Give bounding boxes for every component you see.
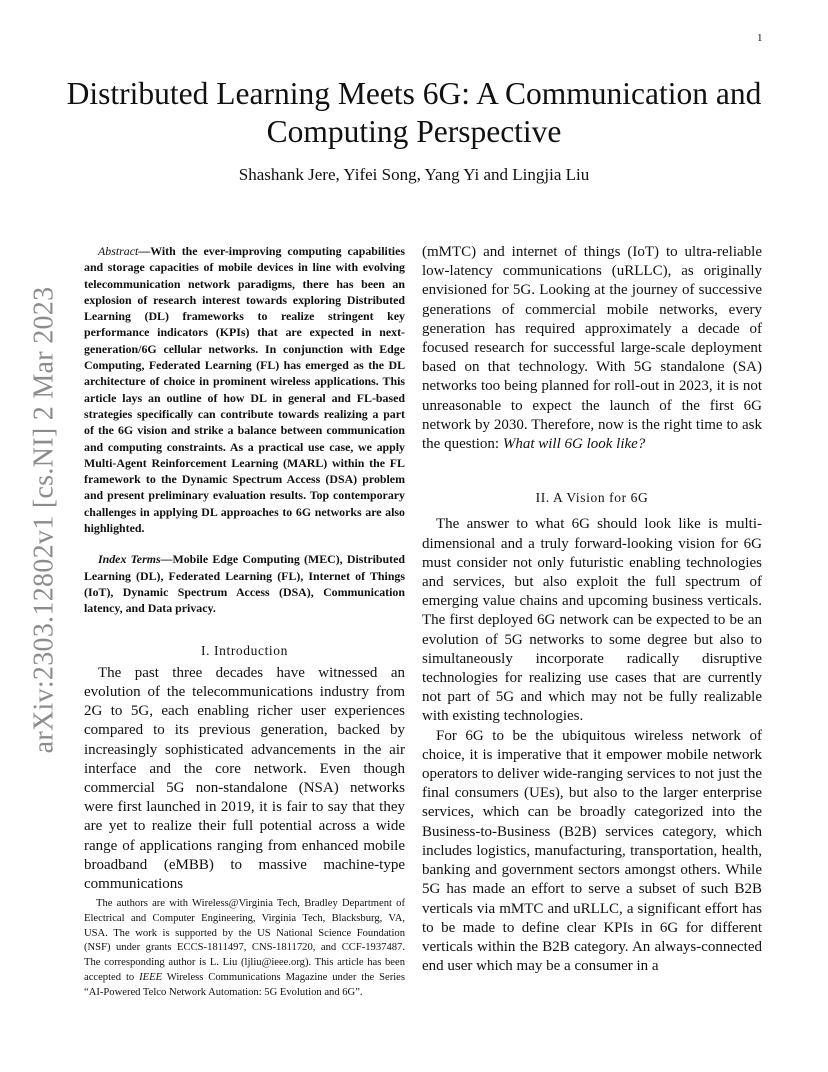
paper-title: Distributed Learning Meets 6G: A Communication and Computing Perspective (66, 76, 762, 149)
index-terms-text: —Mobile Edge Computing (MEC), Distributed Learning (DL), Federated Learning (FL), Internet of Things (IoT), Dynamic Spectrum Access (DSA), Communication latency, and Data privacy. (84, 552, 405, 616)
arxiv-stamp-text: arXiv:2303.12802v1 [cs.NI] 2 Mar 2023 (28, 286, 60, 754)
footnote-text-before: The authors are with Wireless@Virginia Tech, Bradley Department of Electrical and Computer Engineering, Virginia Tech, Blacksburg, VA, USA. The work is supported by the US National Science Foundation (NSF) under grants ECCS-1811497, CNS-1811720, and CCF-1937487. The corresponding author is L. Liu (ljliu@ieee.org). This article has been accepted to (84, 898, 405, 983)
introduction-paragraph: The past three decades have witnessed an evolution of the telecommunications industry from 2G to 5G, each enabling richer user experiences compared to its previous generation, backed by increasingly sophisticated advancements in the air interface and the core network. Even though commercial 5G non-standalone (NSA) networks were first launched in 2019, it is fair to say that they are yet to realize their full potential across a wide range of applications ranging from enhanced mobile broadband (eMBB) to massive machine-type communications (84, 664, 405, 892)
section-heading-introduction: I. Introduction (201, 642, 288, 658)
footnote-text-after: Wireless Communications Magazine under the Series “AI-Powered Telco Network Automation: 5G Evolution and 6G”. (84, 971, 405, 998)
right-column (422, 243, 762, 976)
index-terms-label: Index Terms (98, 552, 161, 567)
abstract (84, 243, 405, 536)
vision-paragraph-2: For 6G to be the ubiquitous wireless network of choice, it is imperative that it empower mobile network operators to deliver wide-ranging services to not just the final consumers (UEs), but also to the larger enterprise services, which can be broadly categorized into the Business-to-Business (B2B) services category, which includes logistics, manufacturing, transportation, health, banking and government sectors amongst others. While 5G has made an effort to serve a subset of such B2B verticals via mMTC and uRLLC, a significant effort has to be made to define clear KPIs in 6G for different verticals within the B2B category. An always-connected end user which may be a consumer in a (422, 727, 762, 975)
footnote-journal: IEEE (139, 971, 163, 983)
arxiv-stamp (14, 286, 74, 754)
introduction-continuation (422, 243, 762, 454)
section-heading-vision: II. A Vision for 6G (535, 490, 649, 506)
author-list: Shashank Jere, Yifei Song, Yang Yi and Lingjia Liu (238, 165, 590, 184)
left-column (84, 243, 405, 894)
continuation-text: (mMTC) and internet of things (IoT) to ultra-reliable low-latency communications (uRLLC), as originally envisioned for 5G. Looking at the journey of successive generations of commercial mobile networks, every generation has required approximately a decade of focused research for successful large-scale deployment based on that technology. With 5G standalone (SA) networks too being planned for roll-out in 2023, it is not unreasonable to expect the launch of the first 6G network by 2030. Therefore, now is the right time to ask the question: (422, 244, 762, 453)
abstract-text: —With the ever-improving computing capabilities and storage capacities of mobile devices in line with evolving telecommunication network paradigms, there has been an explosion of research interest towards exploring Distributed Learning (DL) frameworks to realize stringent key performance indicators (KPIs) that are expected in next-generation/6G cellular networks. In conjunction with Edge Computing, Federated Learning (FL) has emerged as the DL architecture of choice in prominent wireless applications. This article lays an outline of how DL in general and FL-based strategies specifically can contribute towards realizing a part of the 6G vision and strike a balance between communication and computing constraints. As a practical use case, we apply Multi-Agent Reinforcement Learning (MARL) within the FL framework to the Dynamic Spectrum Access (DSA) problem and present preliminary evaluation results. Top contemporary challenges in applying DL approaches to 6G networks are also highlighted. (84, 244, 405, 536)
index-terms (84, 551, 405, 616)
author-footnote (84, 897, 405, 1001)
continuation-question: What will 6G look like? (502, 436, 646, 453)
abstract-label: Abstract (98, 244, 139, 258)
vision-paragraph-1: The answer to what 6G should look like is multi-dimensional and a truly forward-looking vision for 6G must consider not only futuristic enabling technologies and services, but also exploit the full spectrum of emerging value chains and upcoming business verticals. The first deployed 6G network can be expected to be an evolution of 5G networks to some degree but also to simultaneously incorporate radically disruptive technologies for realizing use cases that are currently not part of 5G and which may not be fully realizable with existing technologies. (422, 516, 762, 725)
page-number: 1 (757, 32, 763, 44)
